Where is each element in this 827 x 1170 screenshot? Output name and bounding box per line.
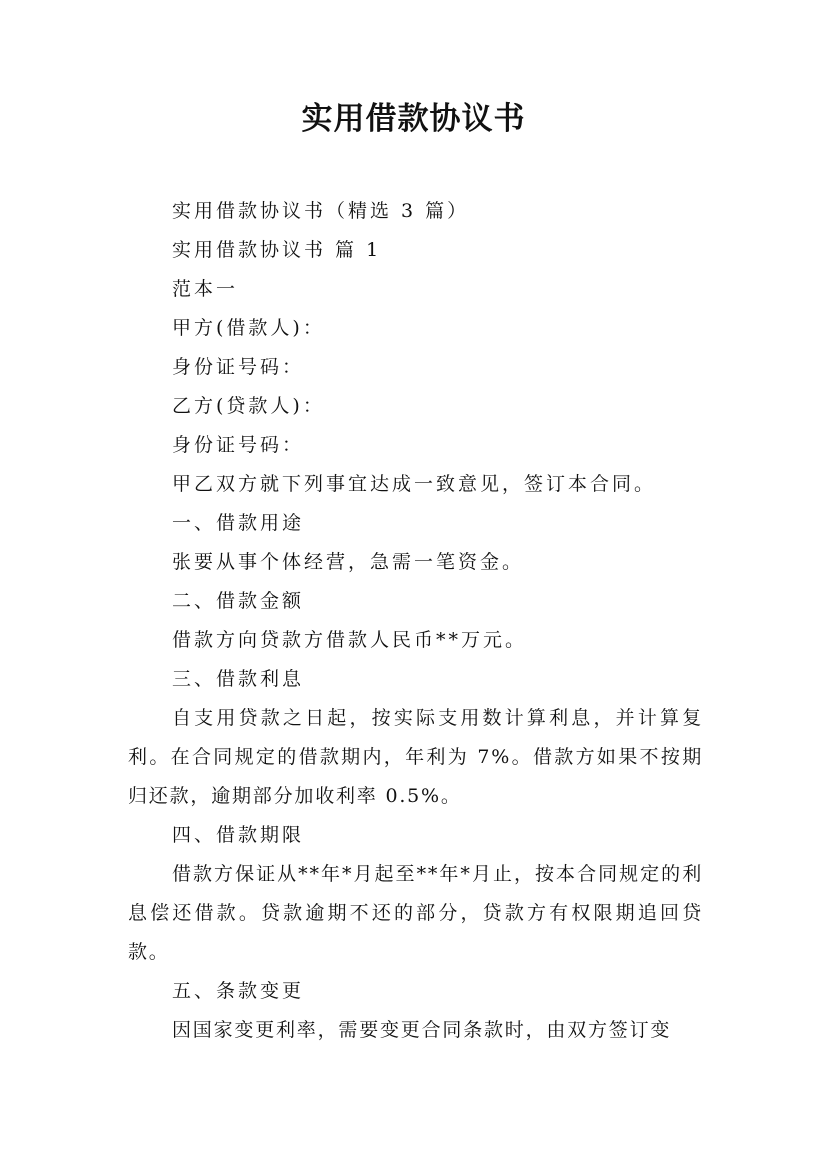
party-b-id-label: 身份证号码： [172,434,305,456]
document-subtitle: 实用借款协议书（精选 3 篇） [172,200,470,222]
section-2-heading: 二、借款金额 [172,590,305,612]
section-1-heading: 一、借款用途 [172,512,305,534]
section-3-heading: 三、借款利息 [172,668,305,690]
party-a-id-label: 身份证号码： [172,356,305,378]
section-5-heading: 五、条款变更 [172,980,305,1002]
party-b-label: 乙方(贷款人)： [172,395,325,417]
section-2-text: 借款方向贷款方借款人民币**万元。 [172,629,528,651]
section-4-text: 借款方保证从**年*月起至**年*月止，按本合同规定的利息偿还借款。贷款逾期不还的部分，贷款方有权限期追回贷款。 [128,863,703,963]
sample-label: 范本一 [172,278,239,300]
document-title: 实用借款协议书 [301,101,526,137]
section-1-text: 张要从事个体经营，急需一笔资金。 [172,551,525,573]
part-heading: 实用借款协议书 篇 1 [172,239,382,261]
section-3-text: 自支用贷款之日起，按实际支用数计算利息，并计算复利。在合同规定的借款期内，年利为 7%。借款方如果不按期归还款，逾期部分加收利率 0.5%。 [128,707,703,807]
agreement-intro: 甲乙双方就下列事宜达成一致意见，签订本合同。 [172,473,657,495]
section-4-heading: 四、借款期限 [172,824,305,846]
party-a-label: 甲方(借款人)： [172,317,325,339]
section-5-text: 因国家变更利率，需要变更合同条款时，由双方签订变 [172,1019,672,1041]
